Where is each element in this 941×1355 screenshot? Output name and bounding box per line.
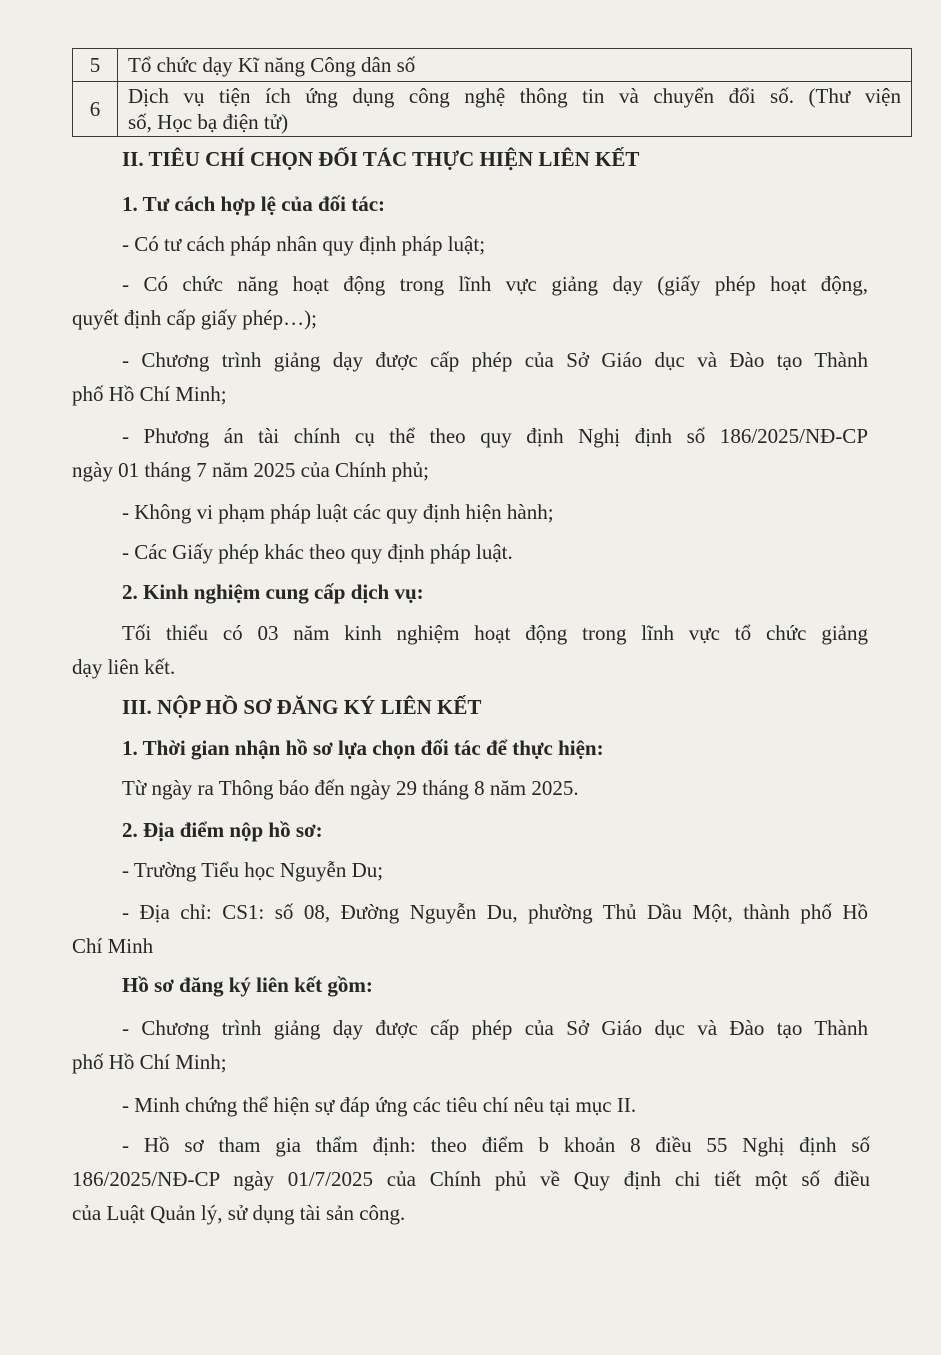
dossier-heading: Hồ sơ đăng ký liên kết gồm: bbox=[122, 973, 373, 997]
subsection-heading: 1. Thời gian nhận hồ sơ lựa chọn đối tác để thực hiện: bbox=[122, 736, 604, 760]
subsection-heading: 1. Tư cách hợp lệ của đối tác: bbox=[122, 192, 386, 216]
text-line: quyết định cấp giấy phép…); bbox=[72, 306, 317, 330]
text-line: 186/2025/NĐ-CP ngày 01/7/2025 của Chính phủ về Quy định chi tiết một số điều bbox=[72, 1167, 870, 1191]
subsection-heading: 2. Địa điểm nộp hồ sơ: bbox=[122, 818, 323, 842]
text-line: - Có chức năng hoạt động trong lĩnh vực giảng dạy (giấy phép hoạt động, bbox=[122, 272, 868, 296]
list-item: - Minh chứng thể hiện sự đáp ứng các tiêu chí nêu tại mục II. bbox=[122, 1093, 637, 1117]
row-number: 5 bbox=[73, 49, 118, 82]
row-text: Tổ chức dạy Kĩ năng Công dân số bbox=[118, 49, 912, 82]
list-item: - Có tư cách pháp nhân quy định pháp luật; bbox=[122, 232, 486, 256]
text-line: - Địa chỉ: CS1: số 08, Đường Nguyễn Du, phường Thủ Dầu Một, thành phố Hồ bbox=[122, 900, 868, 924]
text-line: - Phương án tài chính cụ thể theo quy định Nghị định số 186/2025/NĐ-CP bbox=[122, 424, 868, 448]
list-item bbox=[72, 348, 868, 407]
paragraph bbox=[72, 621, 868, 680]
text-line: ngày 01 tháng 7 năm 2025 của Chính phủ; bbox=[72, 458, 429, 482]
text-line: phố Hồ Chí Minh; bbox=[72, 382, 227, 406]
text-line: dạy liên kết. bbox=[72, 655, 176, 679]
text-line: phố Hồ Chí Minh; bbox=[72, 1050, 227, 1074]
table-row bbox=[73, 82, 912, 137]
text-line: - Chương trình giảng dạy được cấp phép của Sở Giáo dục và Đào tạo Thành bbox=[122, 348, 868, 372]
text-line: của Luật Quản lý, sử dụng tài sản công. bbox=[72, 1201, 406, 1225]
section-2-heading: II. TIÊU CHÍ CHỌN ĐỐI TÁC THỰC HIỆN LIÊN KẾT bbox=[122, 147, 640, 171]
row-text-line: Dịch vụ tiện ích ứng dụng công nghệ thông tin và chuyển đổi số. (Thư viện bbox=[128, 84, 901, 108]
list-item bbox=[72, 272, 868, 331]
paragraph: Từ ngày ra Thông báo đến ngày 29 tháng 8 năm 2025. bbox=[122, 776, 579, 800]
services-table bbox=[72, 48, 912, 137]
row-text bbox=[118, 82, 912, 137]
list-item bbox=[72, 1016, 868, 1075]
text-line: - Hồ sơ tham gia thẩm định: theo điểm b khoản 8 điều 55 Nghị định số bbox=[122, 1133, 870, 1157]
list-item: - Không vi phạm pháp luật các quy định hiện hành; bbox=[122, 500, 554, 524]
text-line: Chí Minh bbox=[72, 934, 154, 958]
list-item: - Các Giấy phép khác theo quy định pháp luật. bbox=[122, 540, 513, 564]
list-item: - Trường Tiểu học Nguyễn Du; bbox=[122, 858, 384, 882]
row-number: 6 bbox=[73, 82, 118, 137]
row-text-line: số, Học bạ điện tử) bbox=[128, 110, 289, 134]
subsection-heading: 2. Kinh nghiệm cung cấp dịch vụ: bbox=[122, 580, 424, 604]
list-item bbox=[72, 1133, 870, 1226]
list-item bbox=[72, 900, 868, 959]
text-line: - Chương trình giảng dạy được cấp phép của Sở Giáo dục và Đào tạo Thành bbox=[122, 1016, 868, 1040]
list-item bbox=[72, 424, 868, 483]
section-3-heading: III. NỘP HỒ SƠ ĐĂNG KÝ LIÊN KẾT bbox=[122, 695, 482, 719]
table-row bbox=[73, 49, 912, 82]
text-line: Tối thiểu có 03 năm kinh nghiệm hoạt động trong lĩnh vực tổ chức giảng bbox=[122, 621, 868, 645]
